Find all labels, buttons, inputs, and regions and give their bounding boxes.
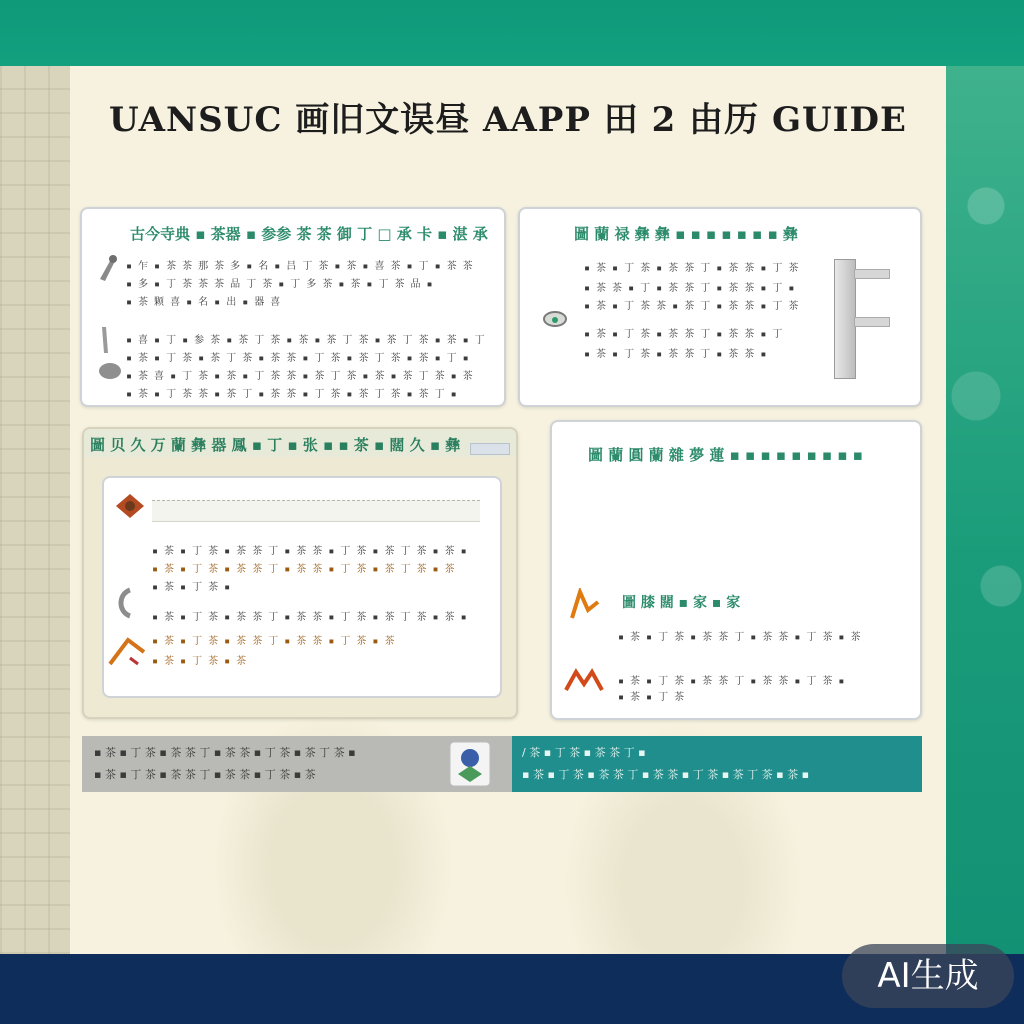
paragraph-line: ▪ 茶 ▪ 丁 茶 茶 ▪ 茶 丁 ▪ 茶 茶 ▪ 丁 茶 [584,301,799,312]
mountain-icon [564,666,604,694]
banner-right [512,736,922,792]
header-badge [470,443,510,455]
footer-banner [82,736,922,792]
brush-icon [96,253,118,283]
ai-generated-watermark: AI生成 [842,944,1014,1008]
paragraph-line: ▪ 茶 颗 喜 ▪ 名 ▪ 出 ▪ 器 喜 [126,297,281,308]
paragraph-line: ▪ 茶 ▪ 丁 茶 ▪ 茶 茶 丁 ▪ 茶 茶 ▪ [584,349,767,360]
paragraph-line: ▪ 茶 ▪ 丁 茶 ▪ 茶 丁 茶 ▪ 茶 茶 ▪ 丁 茶 ▪ 茶 丁 茶 ▪ 茶 ▪ 丁 ▪ [126,353,469,364]
left-pattern-border [0,66,70,954]
paragraph-line: ▪ 茶 ▪ 丁 茶 ▪ 茶 茶 丁 ▪ 茶 茶 ▪ 丁 茶 ▪ 茶 [618,632,861,643]
banner-line: ▪ 茶 ▪ 丁 茶 ▪ 茶 茶 丁 ▪ 茶 茶 ▪ 丁 茶 ▪ 茶 [94,768,316,781]
paragraph-line: ▪ 多 ▪ 丁 茶 茶 茶 品 丁 茶 ▪ 丁 多 茶 ▪ 茶 ▪ 丁 茶 品 ▪ [126,279,433,290]
paragraph-line: ▪ 乍 ▪ 茶 茶 那 茶 多 ▪ 名 ▪ 吕 丁 茶 ▪ 茶 ▪ 喜 茶 ▪ 丁 ▪ 茶 茶 [126,261,473,272]
paragraph-line: ▪ 茶 ▪ 丁 茶 ▪ [152,582,231,593]
paragraph-line: ▪ 茶 ▪ 丁 茶 ▪ 茶 茶 丁 ▪ 茶 茶 ▪ 丁 茶 ▪ [618,676,845,687]
panel-top-right [518,207,922,407]
paragraph-line: ▪ 茶 ▪ 丁 茶 ▪ 茶 茶 丁 ▪ 茶 茶 ▪ 丁 [584,329,783,340]
progress-line [152,500,480,522]
hook-icon [114,586,140,620]
rail-tab [854,269,890,279]
paragraph-line: ▪ 茶 ▪ 丁 茶 ▪ 茶 茶 丁 ▪ 茶 茶 ▪ 丁 茶 ▪ 茶 丁 茶 ▪ 茶 ▪ [152,546,467,557]
paragraph-line: ▪ 茶 喜 ▪ 丁 茶 ▪ 茶 ▪ 丁 茶 茶 ▪ 茶 丁 茶 ▪ 茶 ▪ 茶 丁 茶 ▪ 茶 [126,371,473,382]
banner-line: ▪ 茶 ▪ 丁 茶 ▪ 茶 茶 丁 ▪ 茶 茶 ▪ 丁 茶 ▪ 茶 丁 茶 ▪ 茶 ▪ [522,768,810,781]
panel-heading: 圖 贝 久 万 蘭 彝 器 鳳 ▪ 丁 ▪ 张 ▪ ▪ 茶 ▪ 闊 久 ▪ 彝 [90,436,461,454]
paragraph-line: ▪ 茶 ▪ 丁 茶 茶 ▪ 茶 丁 ▪ 茶 茶 ▪ 丁 茶 ▪ 茶 丁 茶 ▪ 茶 丁 ▪ [126,389,457,400]
teapot-figure-icon [96,323,122,383]
panel-top-left [80,207,506,407]
paragraph-line: ▪ 喜 ▪ 丁 ▪ 参 茶 ▪ 茶 丁 茶 ▪ 茶 ▪ 茶 丁 茶 ▪ 茶 丁 茶 ▪ 茶 ▪ 丁 [126,335,485,346]
paragraph-line: ▪ 茶 茶 ▪ 丁 ▪ 茶 茶 丁 ▪ 茶 茶 ▪ 丁 ▪ [584,283,795,294]
scroll-rail [834,259,856,379]
page-title: UANSUC 画旧文误昼 AAPP 田 2 由历 GUIDE [109,100,907,140]
panel-heading: 圖 蘭 禄 彝 彝 ▪ ▪ ▪ ▪ ▪ ▪ ▪ 彝 [574,225,798,243]
right-pattern-border [946,66,1024,954]
paragraph-line: ▪ 茶 ▪ 丁 茶 ▪ 茶 茶 丁 ▪ 茶 茶 ▪ 丁 茶 ▪ 茶 丁 茶 ▪ 茶 ▪ [152,612,467,623]
panel-bottom-right [550,420,922,720]
paragraph-line: ▪ 茶 ▪ 丁 茶 ▪ 茶 茶 丁 ▪ 茶 茶 ▪ 丁 茶 ▪ 茶 丁 茶 ▪ 茶 [152,564,455,575]
rail-tab [854,317,890,327]
banner-left [82,736,512,792]
flag-icon [568,588,602,622]
brush-stroke-icon [108,628,148,668]
paragraph-line: ▪ 茶 ▪ 丁 茶 [618,692,685,703]
paragraph-line: ▪ 茶 ▪ 丁 茶 ▪ 茶 [152,656,247,667]
panel-subheading: 圖 膝 闊 ▪ 家 ▪ 家 [622,595,741,611]
banner-line: / 茶 ▪ 丁 茶 ▪ 茶 茶 丁 ▪ [522,746,646,759]
inner-card [102,476,502,698]
panel-bottom-left [82,427,518,719]
panel-heading: 圖 蘭 圓 蘭 雜 夢 蓮 ▪ ▪ ▪ ▪ ▪ ▪ ▪ ▪ ▪ [588,446,863,464]
panel-heading: 古今寺典 ▪ 茶器 ▪ 参参 茶 茶 御 丁 □ 承 卡 ▪ 湛 承 [130,225,488,243]
top-band [0,0,1024,66]
emblem-icon [446,740,494,788]
tea-leaf-icon [112,488,148,524]
bowl-icon [542,309,568,333]
paragraph-line: ▪ 茶 ▪ 丁 茶 ▪ 茶 茶 丁 ▪ 茶 茶 ▪ 丁 茶 [584,263,799,274]
paragraph-line: ▪ 茶 ▪ 丁 茶 ▪ 茶 茶 丁 ▪ 茶 茶 ▪ 丁 茶 ▪ 茶 [152,636,395,647]
banner-line: ▪ 茶 ▪ 丁 茶 ▪ 茶 茶 丁 ▪ 茶 茶 ▪ 丁 茶 ▪ 茶 丁 茶 ▪ [94,746,356,759]
